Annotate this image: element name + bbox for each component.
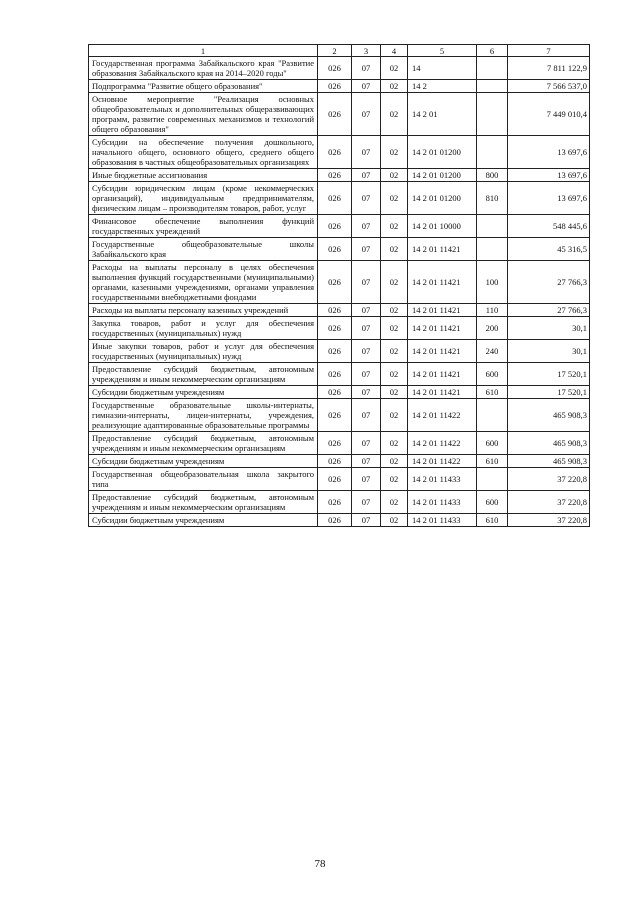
cell-amount: 7 566 537,0 <box>508 80 590 93</box>
cell-name: Государственная общеобразовательная школа закрытого типа <box>89 468 318 491</box>
cell-amount: 13 697,6 <box>508 182 590 215</box>
cell-section-code: 07 <box>352 468 381 491</box>
cell-target-code: 14 2 01 11422 <box>408 399 477 432</box>
cell-name: Предоставление субсидий бюджетным, автономным учреждениям и иным некоммерческим организациям <box>89 363 318 386</box>
cell-admin-code: 026 <box>318 399 352 432</box>
column-header: 2 <box>318 45 352 57</box>
cell-amount: 465 908,3 <box>508 399 590 432</box>
cell-expense-type <box>477 399 508 432</box>
cell-admin-code: 026 <box>318 514 352 527</box>
cell-subsection-code: 02 <box>381 57 408 80</box>
cell-expense-type <box>477 238 508 261</box>
cell-admin-code: 026 <box>318 304 352 317</box>
cell-subsection-code: 02 <box>381 80 408 93</box>
cell-admin-code: 026 <box>318 261 352 304</box>
cell-name: Предоставление субсидий бюджетным, автономным учреждениям и иным некоммерческим организациям <box>89 491 318 514</box>
cell-target-code: 14 2 01 11421 <box>408 386 477 399</box>
cell-amount: 13 697,6 <box>508 169 590 182</box>
cell-name: Государственные общеобразовательные школы Забайкальского края <box>89 238 318 261</box>
cell-amount: 7 811 122,9 <box>508 57 590 80</box>
cell-expense-type: 600 <box>477 432 508 455</box>
cell-name: Предоставление субсидий бюджетным, автономным учреждениям и иным некоммерческим организациям <box>89 432 318 455</box>
cell-section-code: 07 <box>352 491 381 514</box>
cell-subsection-code: 02 <box>381 386 408 399</box>
page-number: 78 <box>314 858 326 870</box>
cell-target-code: 14 2 01 <box>408 93 477 136</box>
cell-subsection-code: 02 <box>381 169 408 182</box>
table-row <box>89 386 590 399</box>
cell-admin-code: 026 <box>318 432 352 455</box>
cell-name: Иные бюджетные ассигнования <box>89 169 318 182</box>
table-row <box>89 57 590 80</box>
cell-amount: 30,1 <box>508 317 590 340</box>
cell-section-code: 07 <box>352 57 381 80</box>
cell-amount: 37 220,8 <box>508 491 590 514</box>
cell-admin-code: 026 <box>318 93 352 136</box>
cell-name: Субсидии бюджетным учреждениям <box>89 386 318 399</box>
cell-admin-code: 026 <box>318 238 352 261</box>
table-row <box>89 491 590 514</box>
cell-subsection-code: 02 <box>381 455 408 468</box>
cell-target-code: 14 2 01 01200 <box>408 182 477 215</box>
cell-section-code: 07 <box>352 340 381 363</box>
cell-target-code: 14 2 01 11422 <box>408 432 477 455</box>
cell-name: Расходы на выплаты персоналу в целях обеспечения выполнения функций государственными (муниципальными) органами, казенными учреждениями, органами управления государственными внебюджетными фондами <box>89 261 318 304</box>
cell-section-code: 07 <box>352 215 381 238</box>
cell-subsection-code: 02 <box>381 215 408 238</box>
table-row <box>89 514 590 527</box>
cell-amount: 27 766,3 <box>508 304 590 317</box>
cell-section-code: 07 <box>352 386 381 399</box>
cell-amount: 30,1 <box>508 340 590 363</box>
cell-subsection-code: 02 <box>381 432 408 455</box>
cell-name: Субсидии юридическим лицам (кроме некоммерческих организаций), индивидуальным предпринимателям, физическим лицам – производителям товаров, работ, услуг <box>89 182 318 215</box>
cell-section-code: 07 <box>352 169 381 182</box>
cell-section-code: 07 <box>352 399 381 432</box>
cell-admin-code: 026 <box>318 317 352 340</box>
column-header: 7 <box>508 45 590 57</box>
cell-subsection-code: 02 <box>381 468 408 491</box>
cell-subsection-code: 02 <box>381 363 408 386</box>
cell-name: Субсидии бюджетным учреждениям <box>89 455 318 468</box>
cell-name: Основное мероприятие "Реализация основных общеобразовательных и дополнительных общеразвивающих программ, развитие современных механизмов и технологий общего образования" <box>89 93 318 136</box>
cell-target-code: 14 2 01 11422 <box>408 455 477 468</box>
cell-expense-type: 240 <box>477 340 508 363</box>
cell-amount: 37 220,8 <box>508 468 590 491</box>
cell-subsection-code: 02 <box>381 93 408 136</box>
cell-name: Государственные образовательные школы-интернаты, гимназии-интернаты, лицеи-интернаты, учреждения, реализующие адаптированные образовательные программы <box>89 399 318 432</box>
table-row <box>89 238 590 261</box>
cell-section-code: 07 <box>352 261 381 304</box>
table-row <box>89 455 590 468</box>
cell-admin-code: 026 <box>318 169 352 182</box>
cell-expense-type <box>477 136 508 169</box>
cell-amount: 465 908,3 <box>508 432 590 455</box>
cell-amount: 45 316,5 <box>508 238 590 261</box>
cell-section-code: 07 <box>352 80 381 93</box>
cell-amount: 7 449 010,4 <box>508 93 590 136</box>
cell-admin-code: 026 <box>318 215 352 238</box>
cell-expense-type: 610 <box>477 386 508 399</box>
cell-subsection-code: 02 <box>381 182 408 215</box>
cell-subsection-code: 02 <box>381 514 408 527</box>
cell-name: Субсидии бюджетным учреждениям <box>89 514 318 527</box>
column-header: 4 <box>381 45 408 57</box>
cell-expense-type <box>477 215 508 238</box>
table-row <box>89 169 590 182</box>
budget-table <box>88 44 590 527</box>
cell-name: Финансовое обеспечение выполнения функций государственных учреждений <box>89 215 318 238</box>
cell-section-code: 07 <box>352 363 381 386</box>
cell-admin-code: 026 <box>318 182 352 215</box>
cell-target-code: 14 2 01 10000 <box>408 215 477 238</box>
cell-subsection-code: 02 <box>381 399 408 432</box>
cell-amount: 27 766,3 <box>508 261 590 304</box>
cell-admin-code: 026 <box>318 468 352 491</box>
column-header: 5 <box>408 45 477 57</box>
cell-admin-code: 026 <box>318 455 352 468</box>
cell-admin-code: 026 <box>318 363 352 386</box>
cell-subsection-code: 02 <box>381 261 408 304</box>
table-row <box>89 340 590 363</box>
cell-section-code: 07 <box>352 136 381 169</box>
cell-expense-type <box>477 80 508 93</box>
cell-expense-type: 200 <box>477 317 508 340</box>
cell-admin-code: 026 <box>318 340 352 363</box>
cell-name: Субсидии на обеспечение получения дошкольного, начального общего, основного общего, среднего общего образования в частных общеобразовательных организациях <box>89 136 318 169</box>
cell-amount: 17 520,1 <box>508 386 590 399</box>
cell-expense-type: 600 <box>477 363 508 386</box>
cell-expense-type: 610 <box>477 514 508 527</box>
cell-section-code: 07 <box>352 238 381 261</box>
table-row <box>89 399 590 432</box>
cell-admin-code: 026 <box>318 491 352 514</box>
cell-subsection-code: 02 <box>381 317 408 340</box>
cell-amount: 465 908,3 <box>508 455 590 468</box>
cell-expense-type: 600 <box>477 491 508 514</box>
cell-target-code: 14 2 01 11433 <box>408 468 477 491</box>
cell-subsection-code: 02 <box>381 340 408 363</box>
cell-expense-type: 110 <box>477 304 508 317</box>
cell-subsection-code: 02 <box>381 136 408 169</box>
table-row <box>89 80 590 93</box>
cell-amount: 37 220,8 <box>508 514 590 527</box>
table-row <box>89 304 590 317</box>
cell-expense-type: 810 <box>477 182 508 215</box>
cell-amount: 13 697,6 <box>508 136 590 169</box>
cell-target-code: 14 2 <box>408 80 477 93</box>
cell-expense-type <box>477 57 508 80</box>
cell-section-code: 07 <box>352 514 381 527</box>
cell-section-code: 07 <box>352 182 381 215</box>
cell-admin-code: 026 <box>318 80 352 93</box>
cell-target-code: 14 2 01 11421 <box>408 261 477 304</box>
table-row <box>89 363 590 386</box>
table-header-row <box>89 45 590 57</box>
table-row <box>89 261 590 304</box>
table-row <box>89 215 590 238</box>
cell-target-code: 14 2 01 11433 <box>408 491 477 514</box>
cell-section-code: 07 <box>352 432 381 455</box>
cell-section-code: 07 <box>352 455 381 468</box>
cell-admin-code: 026 <box>318 386 352 399</box>
cell-subsection-code: 02 <box>381 304 408 317</box>
cell-amount: 17 520,1 <box>508 363 590 386</box>
cell-section-code: 07 <box>352 93 381 136</box>
cell-name: Расходы на выплаты персоналу казенных учреждений <box>89 304 318 317</box>
cell-name: Государственная программа Забайкальского края "Развитие образования Забайкальского края на 2014–2020 годы" <box>89 57 318 80</box>
cell-target-code: 14 2 01 11421 <box>408 317 477 340</box>
cell-target-code: 14 2 01 11433 <box>408 514 477 527</box>
cell-name: Иные закупки товаров, работ и услуг для обеспечения государственных (муниципальных) нужд <box>89 340 318 363</box>
cell-amount: 548 445,6 <box>508 215 590 238</box>
column-header: 3 <box>352 45 381 57</box>
table-row <box>89 93 590 136</box>
cell-target-code: 14 2 01 11421 <box>408 238 477 261</box>
cell-expense-type <box>477 93 508 136</box>
cell-target-code: 14 2 01 11421 <box>408 340 477 363</box>
column-header: 1 <box>89 45 318 57</box>
cell-target-code: 14 2 01 01200 <box>408 136 477 169</box>
cell-section-code: 07 <box>352 317 381 340</box>
cell-expense-type: 100 <box>477 261 508 304</box>
table-body <box>89 57 590 527</box>
cell-target-code: 14 <box>408 57 477 80</box>
cell-expense-type <box>477 468 508 491</box>
cell-target-code: 14 2 01 11421 <box>408 304 477 317</box>
table-row <box>89 317 590 340</box>
cell-subsection-code: 02 <box>381 491 408 514</box>
cell-admin-code: 026 <box>318 57 352 80</box>
cell-target-code: 14 2 01 01200 <box>408 169 477 182</box>
cell-expense-type: 800 <box>477 169 508 182</box>
table-row <box>89 136 590 169</box>
cell-name: Закупка товаров, работ и услуг для обеспечения государственных (муниципальных) нужд <box>89 317 318 340</box>
cell-section-code: 07 <box>352 304 381 317</box>
table-row <box>89 182 590 215</box>
cell-subsection-code: 02 <box>381 238 408 261</box>
cell-name: Подпрограмма "Развитие общего образования" <box>89 80 318 93</box>
cell-admin-code: 026 <box>318 136 352 169</box>
column-header: 6 <box>477 45 508 57</box>
table-row <box>89 468 590 491</box>
cell-target-code: 14 2 01 11421 <box>408 363 477 386</box>
table-row <box>89 432 590 455</box>
cell-expense-type: 610 <box>477 455 508 468</box>
